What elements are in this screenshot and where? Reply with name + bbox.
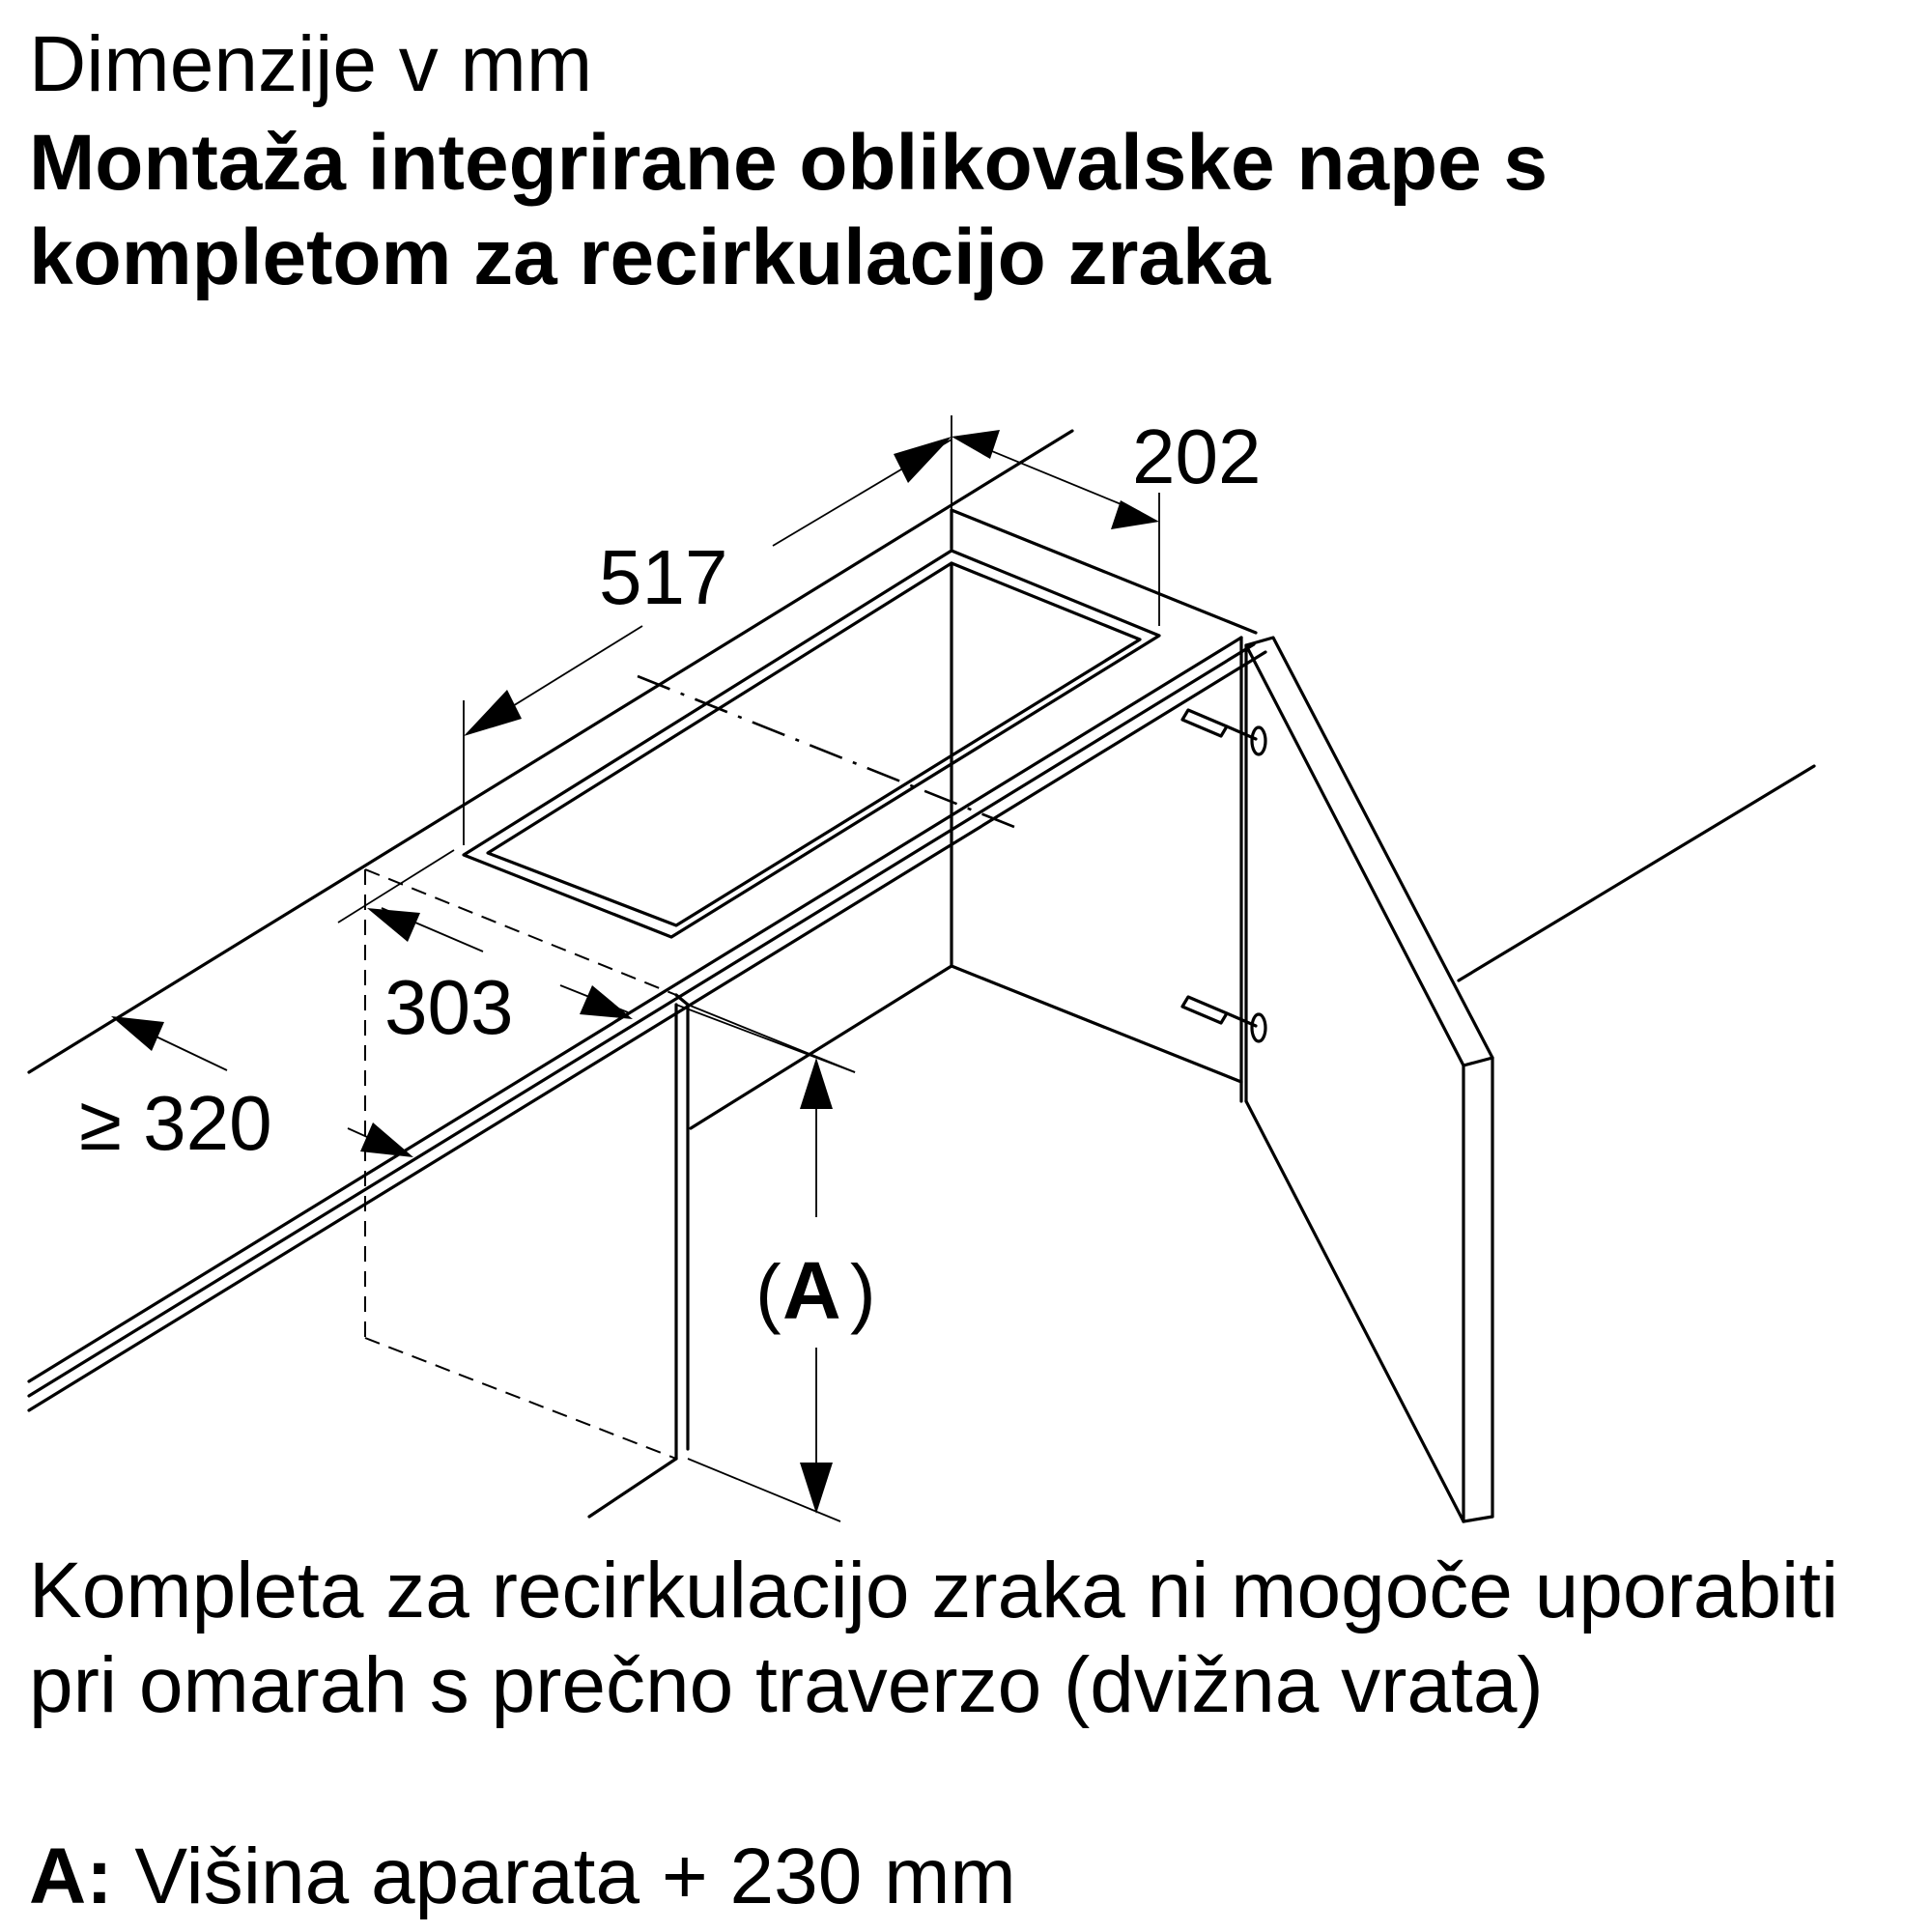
dimension-517-label: 517 [599,534,728,620]
dimension-a [688,1005,876,1521]
dimension-202 [952,413,1261,626]
dimension-303 [338,850,855,1072]
dimension-320-label: ≥ 320 [79,1080,272,1166]
legend [29,1830,1016,1924]
hinge-bottom-icon [1182,997,1265,1041]
note-text: Kompleta za recirkulacijo zraka ni mogoče uporabiti pri omarah s prečno traverzo (dvižna vrata) [29,1547,1839,1729]
dimension-a-label: A [782,1245,841,1336]
header-line: Dimenzije v mm [29,20,593,108]
dimension-a-paren-open: ( [755,1249,781,1335]
dimension-517 [464,437,952,845]
legend-text: Višina aparata + 230 mm [112,1833,1016,1920]
hidden-side-panel [365,869,676,1459]
diagram-title: Montaža integrirane oblikovalske nape s kompletom za recirkulacijo zraka [29,119,1548,301]
legend-key: A: [29,1833,113,1920]
dimension-202-label: 202 [1132,413,1262,499]
cabinet-door [1246,638,1814,1521]
hinge-top-icon [1182,710,1265,754]
dimension-a-paren-close: ) [850,1249,876,1335]
hood-cutout [464,551,1159,966]
cabinet-interior [589,638,1241,1517]
dimension-320 [79,1016,413,1166]
dimension-303-label: 303 [384,964,514,1050]
